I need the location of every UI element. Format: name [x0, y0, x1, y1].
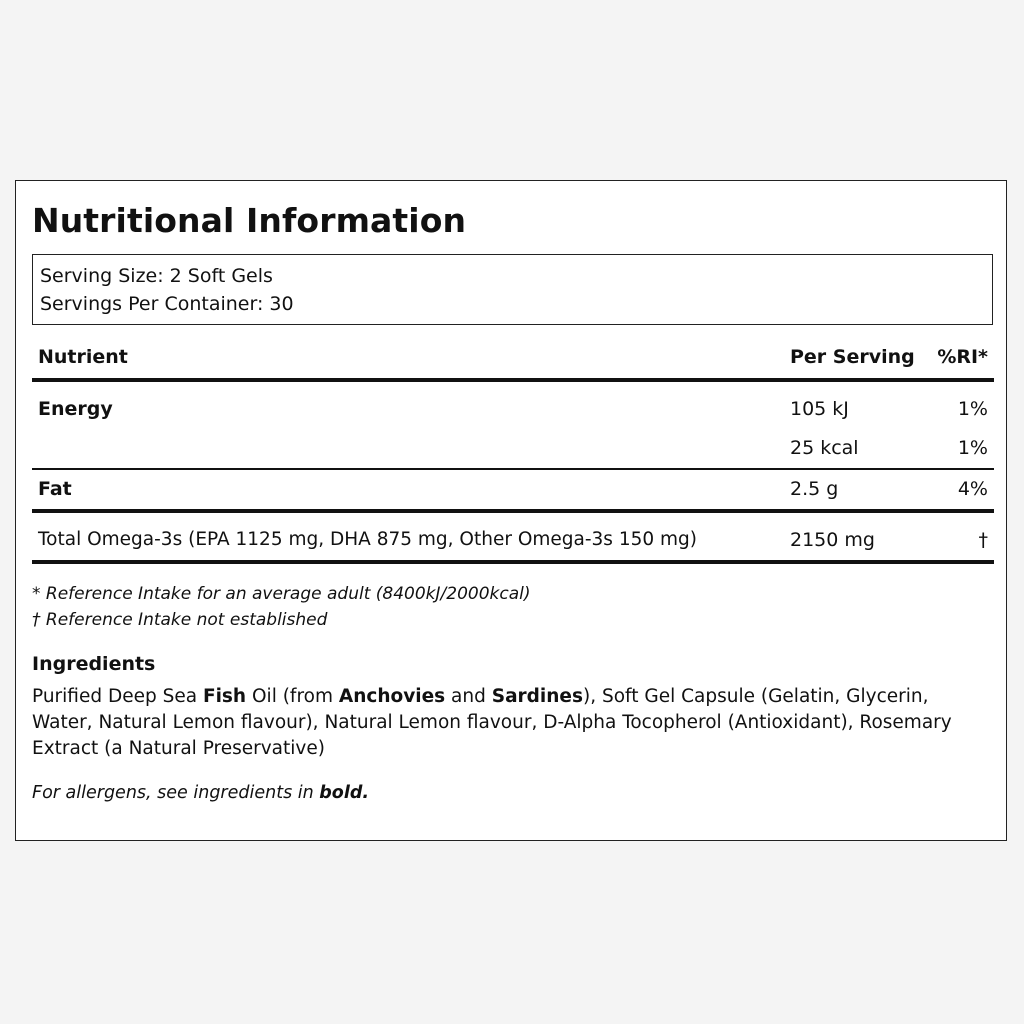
ingredients-part: Purified Deep Sea: [32, 686, 203, 707]
header-rule: [32, 378, 994, 382]
ri-value: 1%: [957, 437, 988, 459]
nutrient-name: Fat: [38, 478, 72, 500]
ingredients-text: [32, 684, 992, 762]
allergen-note: [32, 783, 369, 803]
serving-size: Serving Size: 2 Soft Gels: [40, 265, 273, 287]
per-serving-value: 105 kJ: [790, 398, 849, 420]
footnote-ri: * Reference Intake for an average adult (8400kJ/2000kcal): [32, 584, 531, 604]
ri-value: 1%: [957, 398, 988, 420]
per-serving-value: 2150 mg: [790, 529, 875, 551]
panel-title: Nutritional Information: [32, 201, 467, 240]
header-ri: %RI*: [937, 346, 988, 368]
ingredients-part: and: [445, 686, 492, 707]
allergen-anchovies: Anchovies: [338, 686, 446, 707]
allergen-fish: Fish: [202, 686, 247, 707]
serving-info-box: [32, 254, 993, 325]
nutrient-name: Total Omega-3s (EPA 1125 mg, DHA 875 mg, Other Omega-3s 150 mg): [38, 529, 697, 550]
allergen-sardines: Sardines: [491, 686, 583, 707]
allergen-note-bold: bold.: [319, 783, 370, 803]
footnotes: [32, 581, 531, 633]
table-bottom-rule: [32, 560, 994, 564]
footnote-dagger: † Reference Intake not established: [32, 610, 328, 630]
servings-per-container: Servings Per Container: 30: [40, 293, 294, 315]
section-rule: [32, 509, 994, 513]
header-per-serving: Per Serving: [790, 346, 915, 368]
nutrient-name: Energy: [38, 398, 113, 420]
per-serving-value: 2.5 g: [790, 478, 839, 500]
nutrition-panel: [15, 180, 1007, 841]
ingredients-part: Oil (from: [246, 686, 339, 707]
ri-value: 4%: [957, 478, 988, 500]
header-nutrient: Nutrient: [38, 346, 128, 368]
ingredients-part: ), Soft Gel Capsule (Gelatin, Glycerin, Water, Natural Lemon flavour), Natural Lemon flavour, D-Alpha Tocopherol (Antioxidant), Rosemary Extract (a Natural Preservative): [32, 686, 952, 759]
ingredients-heading: Ingredients: [32, 653, 156, 675]
allergen-note-text: For allergens, see ingredients in: [32, 783, 320, 803]
per-serving-value: 25 kcal: [790, 437, 859, 459]
ri-value: †: [978, 529, 988, 551]
row-divider: [32, 468, 994, 470]
